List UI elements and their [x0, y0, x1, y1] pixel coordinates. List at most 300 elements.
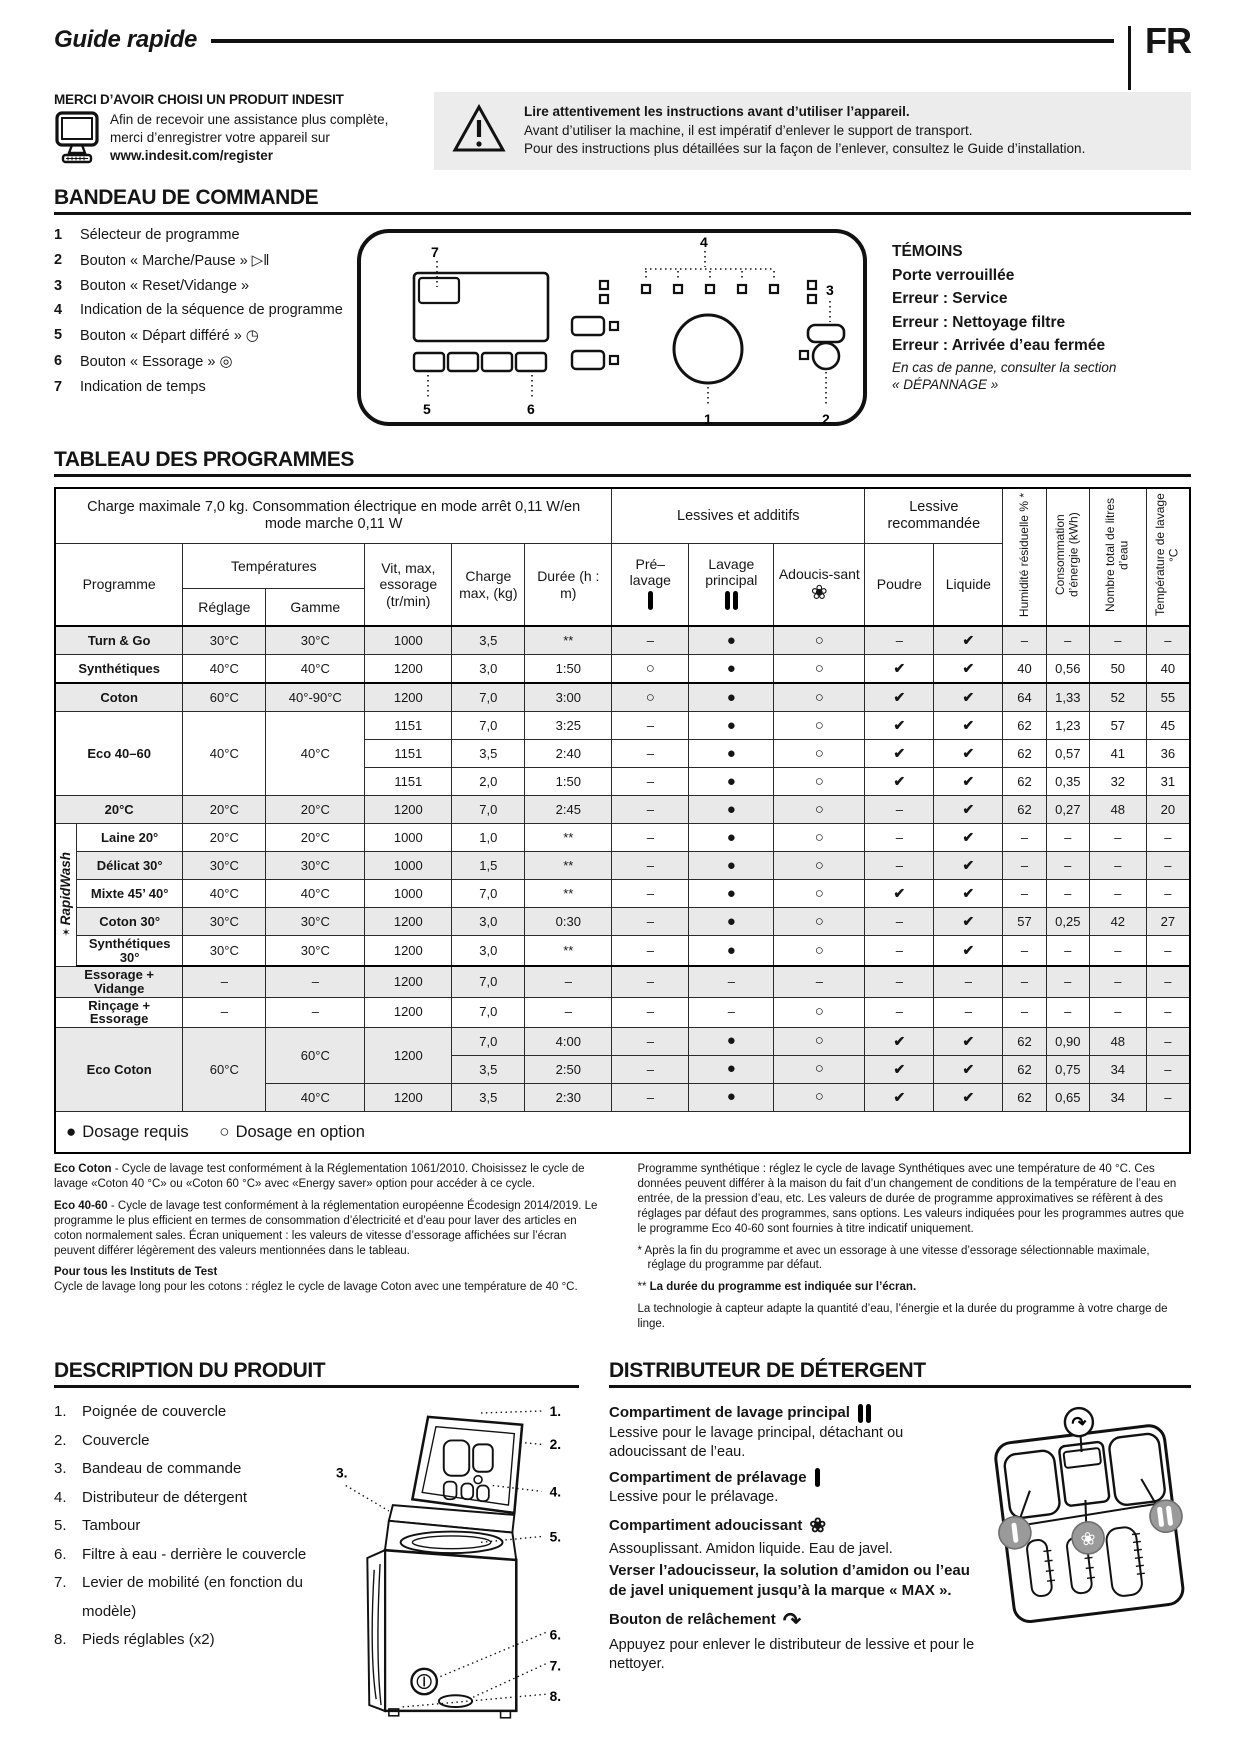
table-cell: 3:00	[525, 683, 612, 712]
table-cell: ○	[774, 880, 865, 908]
table-cell: 57	[1089, 712, 1146, 740]
table-cell: –	[1089, 626, 1146, 655]
table-row	[55, 655, 1190, 684]
table-cell: Synthétiques	[55, 655, 183, 684]
function-button[interactable]	[572, 317, 604, 335]
prewash-icon	[814, 1467, 822, 1487]
table-cell: Turn & Go	[55, 626, 183, 655]
table-cell: ○	[774, 796, 865, 824]
table-cell: Synthétiques 30°	[77, 936, 183, 967]
table-cell: 1,33	[1046, 683, 1089, 712]
table-cell: 3:25	[525, 712, 612, 740]
callout-5: 5	[423, 401, 431, 417]
table-cell: 1:50	[525, 655, 612, 684]
program-table-body	[55, 626, 1190, 1111]
table-cell: –	[1146, 880, 1190, 908]
table-cell: 40	[1146, 655, 1190, 684]
list-item: 2. Couvercle	[54, 1431, 150, 1449]
table-row	[55, 880, 1190, 908]
table-cell: ✔	[934, 796, 1003, 824]
table-cell: –	[612, 966, 689, 997]
table-cell: 7,0	[452, 796, 525, 824]
softener-flower-icon: ❀	[810, 581, 828, 604]
table-cell: –	[612, 1027, 689, 1055]
list-item: 1. Poignée de couvercle	[54, 1403, 227, 1421]
table-cell: ✔	[865, 655, 934, 684]
table-cell: –	[1046, 936, 1089, 967]
callout-4: 4	[700, 234, 708, 250]
register-monitor-icon	[54, 111, 100, 170]
table-cell: –	[865, 936, 934, 967]
table-cell: 60°C	[183, 683, 266, 712]
table-cell: 2:30	[525, 1083, 612, 1111]
machine-callout-1: 1.	[549, 1404, 562, 1420]
machine-callout-8: 8.	[549, 1689, 562, 1705]
list-item: 5. Tambour	[54, 1517, 141, 1535]
table-cell: 3,0	[452, 936, 525, 967]
option-button[interactable]	[482, 353, 512, 371]
table-cell: 62	[1003, 1055, 1046, 1083]
footnotes-right: Programme synthétique : réglez le cycle de lavage Synthétiques avec une température de 40 °C. Ces données peuvent différer à la maison du fait d’un changement de conditions de la température de l’eau en entrée, de la pression d’eau, etc. Les valeurs de durée de programme approximatives se réfèrent à des réglages par défaut des programmes, sans options. Les valeurs indiquées pour les programmes autres que le programme Eco 40-60 sont fournies à titre indicatif uniquement. * Après la fin du programme et avec un essorage à une vitesse d’essorage sélectionnable maximale, réglage du programme par défaut. ** La durée du programme est indiquée sur l’écran. La technologie à capteur adapte la quantité d’eau, l’énergie et la durée du programme à votre charge de linge.	[637, 1162, 1185, 1331]
table-row	[55, 796, 1190, 824]
spin-button[interactable]	[516, 353, 546, 371]
temoin-line: Erreur : Service	[892, 290, 1008, 308]
table-cell: **	[525, 852, 612, 880]
indicator-led	[600, 281, 608, 289]
control-panel-section	[54, 186, 1191, 432]
sequence-led	[738, 285, 746, 293]
machine-callout-7: 7.	[549, 1658, 562, 1674]
table-cell: 20°C	[183, 824, 266, 852]
table-cell: ✔	[934, 683, 1003, 712]
table-cell: ○	[774, 740, 865, 768]
table-cell: –	[612, 852, 689, 880]
table-cell: –	[1146, 936, 1190, 967]
table-cell: –	[865, 966, 934, 997]
detergent-text: Compartiment de lavage principal Lessive pour le lavage principal, détachant ou adoucissant de l’eau. Compartiment de prélavage Lessive pour le prélavage. Compartiment adoucissant ❀ Assouplissant. Amidon liquide. Eau de javel. Verser l’adoucisseur, la solution d’amidon ou l’eau de javel uniquement jusqu’à la marque « MAX ». Bouton de relâchement ↷ Appuyez pour enlever le distributeur de lessive et pour le nettoyer.	[609, 1398, 978, 1676]
table-cell: ✔	[934, 880, 1003, 908]
table-cell: ●	[689, 655, 774, 684]
table-row	[55, 966, 1190, 997]
washing-machine-illustration	[334, 1392, 579, 1732]
machine-callout-4: 4.	[549, 1484, 562, 1500]
table-cell: ✔	[934, 1083, 1003, 1111]
table-cell: 1200	[365, 683, 452, 712]
table-cell: ●	[689, 712, 774, 740]
table-cell: **	[525, 880, 612, 908]
charge-note: Charge maximale 7,0 kg. Consommation électrique en mode arrêt 0,11 W/en mode marche 0,11 W	[55, 488, 612, 544]
product-parts-list	[54, 1398, 330, 1732]
table-cell: ●	[689, 1083, 774, 1111]
table-cell: 48	[1089, 796, 1146, 824]
control-panel-diagram	[356, 225, 868, 432]
table-cell: –	[1046, 824, 1089, 852]
col-poudre: Poudre	[865, 544, 934, 627]
table-cell: –	[612, 936, 689, 967]
table-cell: 7,0	[452, 1027, 525, 1055]
table-cell: 30°C	[183, 852, 266, 880]
dosage-legend-row	[55, 1111, 1190, 1153]
table-cell: 7,0	[452, 683, 525, 712]
table-cell: 1200	[365, 655, 452, 684]
table-cell: 34	[1089, 1083, 1146, 1111]
table-cell: ●	[689, 768, 774, 796]
table-cell: 30°C	[183, 626, 266, 655]
table-cell: **	[525, 936, 612, 967]
table-cell: –	[183, 966, 266, 997]
language-badge: FR	[1145, 20, 1191, 61]
table-cell: 55	[1146, 683, 1190, 712]
table-cell: –	[865, 908, 934, 936]
indicator-led	[610, 356, 618, 364]
table-cell: 0,65	[1046, 1083, 1089, 1111]
release-button-title: Bouton de relâchement ↷	[609, 1606, 978, 1635]
intro-section	[54, 92, 1191, 170]
table-cell: 3,5	[452, 626, 525, 655]
table-row	[55, 852, 1190, 880]
table-cell: 20°C	[55, 796, 183, 824]
col-temperatures: Températures	[183, 544, 365, 589]
table-cell: 45	[1146, 712, 1190, 740]
program-table-section	[54, 448, 1191, 1339]
indicator-led	[808, 281, 816, 289]
dot-open-icon: ○	[219, 1121, 230, 1141]
table-cell: ✔	[865, 768, 934, 796]
list-item: 7 Indication de temps	[54, 378, 206, 395]
option-button[interactable]	[448, 353, 478, 371]
table-cell: ●	[689, 1027, 774, 1055]
table-cell: Coton 30°	[77, 908, 183, 936]
table-cell: –	[266, 966, 365, 997]
table-cell: 1151	[365, 712, 452, 740]
table-cell: **	[525, 824, 612, 852]
machine-callout-3: 3.	[335, 1465, 348, 1481]
table-cell: ●	[689, 796, 774, 824]
list-item: 3 Bouton « Reset/Vidange »	[54, 277, 250, 294]
machine-callout-5: 5.	[549, 1529, 562, 1545]
table-cell: ○	[774, 712, 865, 740]
table-cell: 62	[1003, 768, 1046, 796]
table-cell: 30°C	[266, 852, 365, 880]
table-cell: ✔	[934, 1027, 1003, 1055]
warning-box	[434, 92, 1191, 170]
function-button[interactable]	[572, 351, 604, 369]
table-cell: –	[1089, 936, 1146, 967]
table-cell: 0,25	[1046, 908, 1089, 936]
table-cell: ✔	[865, 880, 934, 908]
time-indicator	[419, 278, 459, 303]
table-cell: ○	[774, 1083, 865, 1111]
table-cell: –	[1089, 852, 1146, 880]
table-cell: ✔	[934, 936, 1003, 967]
table-cell: ✔	[865, 683, 934, 712]
table-cell: –	[1146, 997, 1190, 1027]
table-cell: ●	[689, 683, 774, 712]
table-cell: 0,90	[1046, 1027, 1089, 1055]
col-duree: Durée (h : m)	[525, 544, 612, 627]
table-cell: ○	[774, 908, 865, 936]
table-cell: 40°-90°C	[266, 683, 365, 712]
table-cell: –	[612, 768, 689, 796]
list-item: 6 Bouton « Essorage » ◎	[54, 352, 233, 370]
main-wash-icon	[692, 591, 770, 613]
table-cell: Délicat 30°	[77, 852, 183, 880]
table-cell: –	[689, 966, 774, 997]
table-cell: 1200	[365, 796, 452, 824]
table-cell: 62	[1003, 796, 1046, 824]
temoin-line: Erreur : Nettoyage filtre	[892, 313, 1066, 331]
table-cell: 40°C	[183, 880, 266, 908]
table-cell: ●	[689, 824, 774, 852]
table-cell: ●	[689, 1055, 774, 1083]
table-cell: –	[934, 966, 1003, 997]
table-cell: 64	[1003, 683, 1046, 712]
table-cell: 1200	[365, 936, 452, 967]
col-litres: Nombre total de litres d’eau	[1089, 488, 1146, 626]
temoins-heading: TÉMOINS	[892, 243, 963, 260]
table-cell: 1,5	[452, 852, 525, 880]
table-cell: 30°C	[183, 908, 266, 936]
table-cell: –	[525, 966, 612, 997]
table-cell: ○	[774, 626, 865, 655]
table-cell: 60°C	[183, 1027, 266, 1111]
table-cell: –	[1003, 966, 1046, 997]
table-cell: 42	[1089, 908, 1146, 936]
list-item: 8. Pieds réglables (x2)	[54, 1631, 215, 1649]
softener-flower-icon: ❀	[1079, 1528, 1097, 1550]
rapidwash-group-label: RapidWash ✶	[55, 824, 77, 967]
delay-button[interactable]	[414, 353, 444, 371]
table-cell: ●	[689, 908, 774, 936]
table-cell: –	[865, 997, 934, 1027]
table-cell: ●	[689, 740, 774, 768]
softener-flower-icon: ❀	[809, 1514, 827, 1537]
table-cell: 30°C	[266, 936, 365, 967]
table-cell: ✔	[934, 740, 1003, 768]
sequence-led	[674, 285, 682, 293]
list-item: 4. Distributeur de détergent	[54, 1488, 248, 1506]
detergent-section	[609, 1359, 1191, 1732]
table-cell: 1200	[365, 966, 452, 997]
machine-callout-2: 2.	[549, 1437, 562, 1453]
table-cell: 0,35	[1046, 768, 1089, 796]
list-item: 2 Bouton « Marche/Pause » ▷‖	[54, 251, 270, 269]
table-cell: **	[525, 626, 612, 655]
table-cell: 40°C	[183, 712, 266, 796]
table-cell: –	[612, 824, 689, 852]
table-cell: 1000	[365, 880, 452, 908]
prewash-compartment-title: Compartiment de prélavage	[609, 1467, 978, 1487]
table-row	[55, 936, 1190, 967]
table-cell: 40°C	[266, 655, 365, 684]
table-cell: –	[1146, 626, 1190, 655]
table-cell: 1000	[365, 626, 452, 655]
table-cell: 1151	[365, 768, 452, 796]
table-cell: 0,56	[1046, 655, 1089, 684]
table-cell: ✔	[934, 852, 1003, 880]
table-cell: 27	[1146, 908, 1190, 936]
table-cell: 50	[1089, 655, 1146, 684]
list-item: 7. Levier de mobilité (en fonction du modèle)	[54, 1574, 303, 1620]
table-cell: 1000	[365, 824, 452, 852]
table-cell: –	[1146, 966, 1190, 997]
list-item: 4 Indication de la séquence de programme	[54, 302, 343, 319]
table-cell: 4:00	[525, 1027, 612, 1055]
table-cell: 1:50	[525, 768, 612, 796]
table-cell: 7,0	[452, 997, 525, 1027]
table-cell: Laine 20°	[77, 824, 183, 852]
register-block	[54, 92, 414, 170]
table-cell: 3,5	[452, 1055, 525, 1083]
table-cell: ✔	[865, 712, 934, 740]
table-cell: 62	[1003, 740, 1046, 768]
table-cell: –	[612, 908, 689, 936]
control-panel-heading: BANDEAU DE COMMANDE	[54, 186, 1191, 215]
table-cell: –	[865, 626, 934, 655]
table-cell: ✔	[934, 626, 1003, 655]
page-title: Guide rapide	[54, 26, 198, 53]
col-reglage: Réglage	[183, 589, 266, 627]
col-humidite: Humidité résiduelle % *	[1003, 488, 1046, 626]
col-consommation: Consommation d’énergie (kWh)	[1046, 488, 1089, 626]
table-cell: 40°C	[266, 1083, 365, 1111]
table-row	[55, 712, 1190, 740]
table-cell: –	[612, 712, 689, 740]
table-cell: –	[1046, 852, 1089, 880]
table-cell: –	[612, 626, 689, 655]
table-cell: 20°C	[266, 796, 365, 824]
table-cell: 20°C	[183, 796, 266, 824]
indicator-led	[800, 351, 808, 359]
table-cell: –	[612, 997, 689, 1027]
table-cell: 2:40	[525, 740, 612, 768]
reset-drain-button[interactable]	[808, 325, 844, 342]
table-cell: –	[934, 997, 1003, 1027]
program-selector-knob[interactable]	[674, 315, 742, 383]
main-wash-icon	[857, 1403, 873, 1423]
table-cell: –	[1089, 966, 1146, 997]
footnotes-left: Eco Coton - Cycle de lavage test conformément à la Réglementation 1061/2010. Choisissez le cycle de lavage «Coton 40 °C» ou «Coton 60 °C» avec «Energy saver» option pour accéder à ce cycle. Eco 40-60 - Cycle de lavage test conformément à la réglementation européenne Écodesign 2014/2019. Le programme le plus efficient en termes de consommation d’électricité et d’eau pour laver des articles en coton normalement sales. Écran uniquement : les valeurs de vitesse d’essorage affichées sur l’écran peuvent différer légèrement des valeurs mentionnées dans le tableau. Pour tous les Instituts de Test Cycle de lavage long pour les cotons : réglez le cycle de lavage Coton avec une température de 40 °C.	[54, 1162, 598, 1294]
table-row	[55, 908, 1190, 936]
table-cell: Rinçage + Essorage	[55, 997, 183, 1027]
table-cell: 0:30	[525, 908, 612, 936]
detergent-heading: DISTRIBUTEUR DE DÉTERGENT	[609, 1359, 1191, 1388]
table-row	[55, 1027, 1190, 1055]
table-cell: 52	[1089, 683, 1146, 712]
table-cell: ✔	[934, 655, 1003, 684]
callout-2: 2	[822, 411, 830, 427]
table-cell: –	[612, 740, 689, 768]
table-cell: ✔	[934, 768, 1003, 796]
start-pause-button[interactable]	[813, 343, 839, 369]
spin-icon: ◎	[219, 352, 233, 370]
indicator-led	[610, 322, 618, 330]
table-cell: –	[612, 1055, 689, 1083]
col-gamme: Gamme	[266, 589, 365, 627]
max-warning: Verser l’adoucisseur, la solution d’amidon ou l’eau de javel uniquement jusqu’à la marque « MAX ».	[609, 1562, 970, 1599]
table-cell: 3,5	[452, 1083, 525, 1111]
table-cell: 40°C	[266, 712, 365, 796]
table-cell: ●	[689, 880, 774, 908]
sequence-led	[706, 285, 714, 293]
table-cell: ○	[774, 824, 865, 852]
table-cell: –	[1146, 1055, 1190, 1083]
table-cell: 40°C	[266, 880, 365, 908]
release-arrow-icon: ↷	[1070, 1412, 1088, 1435]
table-cell: 31	[1146, 768, 1190, 796]
table-cell: 0,75	[1046, 1055, 1089, 1083]
table-cell: 1,0	[452, 824, 525, 852]
table-cell: 3,0	[452, 908, 525, 936]
indicator-led	[808, 295, 816, 303]
table-cell: ○	[774, 655, 865, 684]
table-cell: –	[1089, 824, 1146, 852]
col-vitesse: Vit, max, essorage (tr/min)	[365, 544, 452, 627]
sequence-led	[770, 285, 778, 293]
program-table-heading: TABLEAU DES PROGRAMMES	[54, 448, 1191, 477]
table-cell: ○	[774, 936, 865, 967]
list-item: 3. Bandeau de commande	[54, 1460, 242, 1478]
table-cell: 2:50	[525, 1055, 612, 1083]
table-cell: ✔	[865, 1027, 934, 1055]
sequence-led	[642, 285, 650, 293]
table-cell: 40	[1003, 655, 1046, 684]
table-cell: 7,0	[452, 880, 525, 908]
col-liquide: Liquide	[934, 544, 1003, 627]
col-lessives: Lessives et additifs	[612, 488, 865, 544]
indicator-lights-block	[878, 225, 1191, 432]
table-cell: ✔	[934, 824, 1003, 852]
softener-compartment-title: Compartiment adoucissant ❀	[609, 1513, 978, 1539]
delay-timer-icon: ◷	[245, 327, 259, 344]
rapidwash-icon: ✶	[61, 926, 71, 939]
table-cell: 34	[1089, 1055, 1146, 1083]
warning-triangle-icon	[452, 104, 506, 159]
table-cell: 48	[1089, 1027, 1146, 1055]
product-description-heading: DESCRIPTION DU PRODUIT	[54, 1359, 579, 1388]
register-text: Afin de recevoir une assistance plus complète, merci d’enregistrer votre appareil sur www.indesit.com/register	[110, 112, 389, 163]
table-cell: ✔	[934, 712, 1003, 740]
callout-3: 3	[826, 282, 834, 298]
table-cell: 0,57	[1046, 740, 1089, 768]
table-cell: –	[689, 997, 774, 1027]
title-rule	[211, 39, 1114, 43]
col-recommandee: Lessive recommandée	[865, 488, 1003, 544]
table-cell: 3,5	[452, 740, 525, 768]
table-cell: 20°C	[266, 824, 365, 852]
table-cell: –	[1089, 880, 1146, 908]
table-cell: –	[1046, 626, 1089, 655]
list-item: 1 Sélecteur de programme	[54, 227, 240, 243]
table-cell: –	[525, 997, 612, 1027]
table-cell: 62	[1003, 1083, 1046, 1111]
main-compartment-title: Compartiment de lavage principal	[609, 1403, 978, 1423]
temoin-line: Erreur : Arrivée d’eau fermée	[892, 336, 1106, 354]
table-cell: 30°C	[266, 626, 365, 655]
table-cell: ●	[689, 852, 774, 880]
table-cell: –	[865, 796, 934, 824]
table-cell: ○	[774, 768, 865, 796]
table-cell: 1200	[365, 1027, 452, 1083]
temoin-line: Porte verrouillée	[892, 267, 1015, 284]
table-cell: ●	[689, 626, 774, 655]
table-cell: –	[1146, 824, 1190, 852]
table-cell: 2:45	[525, 796, 612, 824]
table-cell: ●	[689, 936, 774, 967]
table-cell: –	[865, 852, 934, 880]
table-cell: 1200	[365, 908, 452, 936]
table-cell: 1000	[365, 852, 452, 880]
